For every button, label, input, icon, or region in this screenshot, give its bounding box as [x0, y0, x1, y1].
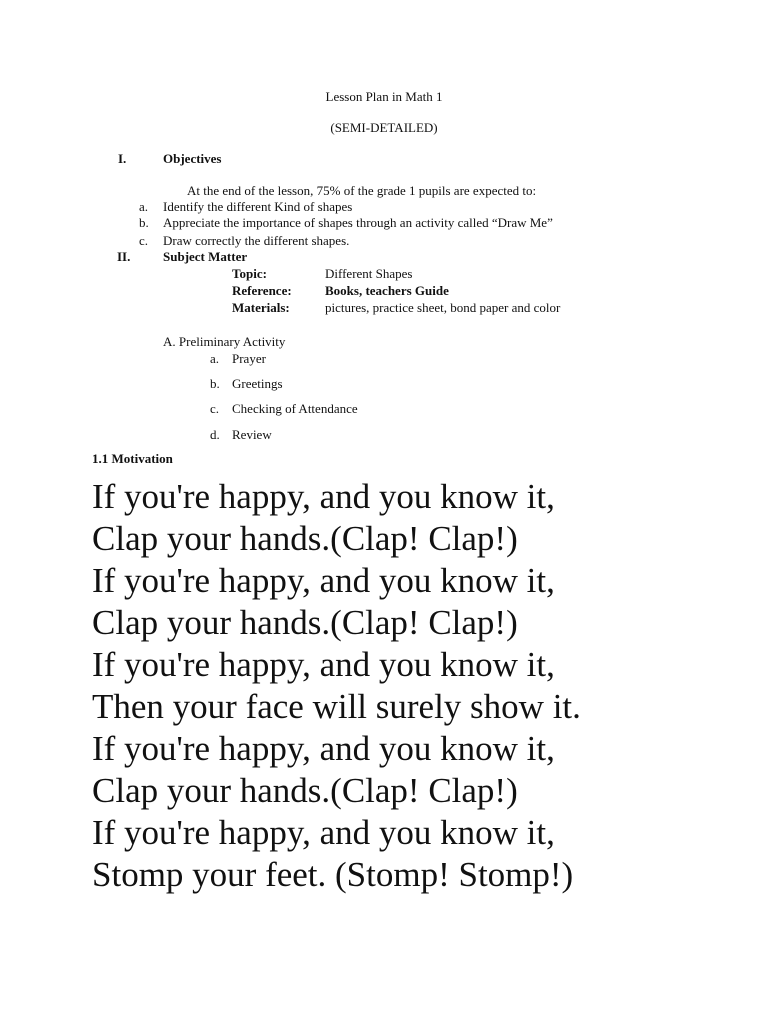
- song-line: If you're happy, and you know it,: [92, 561, 555, 600]
- preliminary-item: Review: [232, 427, 272, 442]
- subject-label-reference: Reference:: [232, 283, 292, 298]
- section-numeral-objectives: I.: [118, 151, 127, 166]
- song-line: Stomp your feet. (Stomp! Stomp!): [92, 855, 574, 894]
- preliminary-heading: A. Preliminary Activity: [163, 334, 286, 349]
- objective-marker: a.: [139, 199, 149, 214]
- song-line: Clap your hands.(Clap! Clap!): [92, 519, 518, 558]
- preliminary-marker: d.: [210, 427, 220, 442]
- song-line: Clap your hands.(Clap! Clap!): [92, 771, 518, 810]
- song-line: If you're happy, and you know it,: [92, 645, 555, 684]
- objective-marker: c.: [139, 233, 149, 248]
- preliminary-item: Greetings: [232, 376, 283, 391]
- song-line: If you're happy, and you know it,: [92, 813, 555, 852]
- objectives-intro: At the end of the lesson, 75% of the grade 1 pupils are expected to:: [187, 183, 537, 198]
- document-title: Lesson Plan in Math 1: [325, 89, 443, 104]
- motivation-heading: 1.1 Motivation: [92, 451, 173, 466]
- section-heading-subject-matter: Subject Matter: [163, 249, 248, 264]
- subject-value-reference: Books, teachers Guide: [325, 283, 449, 298]
- subject-value-topic: Different Shapes: [325, 266, 413, 281]
- song-line: If you're happy, and you know it,: [92, 477, 555, 516]
- section-numeral-subject-matter: II.: [117, 249, 131, 264]
- objective-marker: b.: [139, 215, 149, 230]
- objective-item: Draw correctly the different shapes.: [163, 233, 350, 248]
- section-heading-objectives: Objectives: [163, 151, 222, 166]
- objective-item: Identify the different Kind of shapes: [163, 199, 353, 214]
- song-line: If you're happy, and you know it,: [92, 729, 555, 768]
- preliminary-marker: b.: [210, 376, 220, 391]
- motivation-song: [92, 476, 581, 896]
- preliminary-marker: c.: [210, 401, 220, 416]
- document-subtitle: (SEMI-DETAILED): [330, 120, 438, 135]
- preliminary-item: Prayer: [232, 351, 266, 366]
- song-line: Clap your hands.(Clap! Clap!): [92, 603, 518, 642]
- subject-label-topic: Topic:: [232, 266, 267, 281]
- song-line: Then your face will surely show it.: [92, 687, 581, 726]
- subject-label-materials: Materials:: [232, 300, 290, 315]
- preliminary-marker: a.: [210, 351, 220, 366]
- preliminary-item: Checking of Attendance: [232, 401, 358, 416]
- objective-item: Appreciate the importance of shapes through an activity called “Draw Me”: [163, 215, 553, 230]
- subject-value-materials: pictures, practice sheet, bond paper and color: [325, 300, 561, 315]
